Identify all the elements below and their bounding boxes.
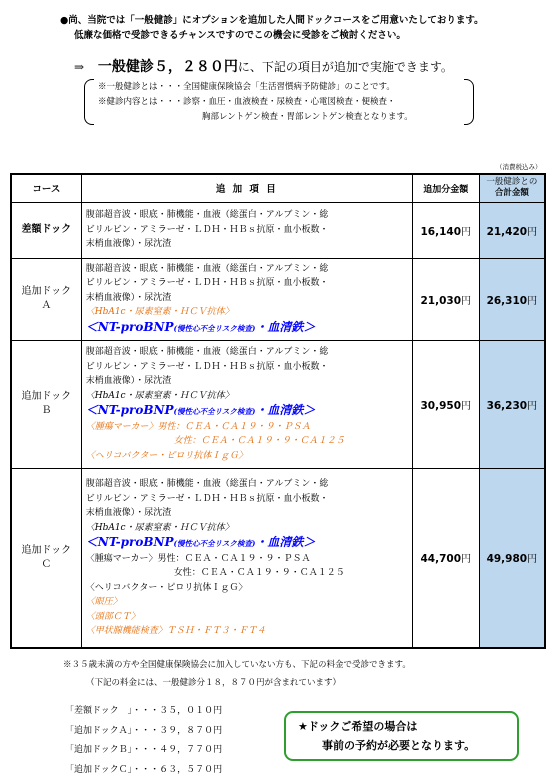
option-eye-pressure: 〈眼圧〉 bbox=[85, 597, 122, 607]
option-thyroid: 〈甲状腺機能検査〉ＴＳＨ・ＦＴ３・ＦＴ４ bbox=[85, 626, 266, 636]
option-pylori: 〈ヘリコバクター・ピロリ抗体ＩｇＧ〉 bbox=[85, 450, 248, 461]
table-row bbox=[11, 258, 545, 340]
footer-note-2: （下記の料金には、一般健診分１８，８７０円が含まれています） bbox=[86, 678, 342, 688]
option-tumor-male: 〈腫瘍マーカー〉男性：ＣＥＡ・ＣＡ１９・９・ＰＳＡ bbox=[85, 421, 311, 432]
option-ntprobnp: ＜NT-proBNP(慢性心不全リスク検査)・血清鉄＞ bbox=[85, 319, 316, 334]
course-name: 追加ドック Ｂ bbox=[11, 340, 81, 468]
option-tumor-female: 女性：ＣＥＡ・ＣＡ１９・９・ＣＡ１２５ bbox=[173, 436, 345, 446]
footer-note-1: ※３５歳未満の方や全国健康保険協会に加入していない方も、下記の料金で受診できます。 bbox=[63, 660, 411, 670]
note-line-1: ※一般健診とは・・・全国健康保険協会「生活習慣病予防健診」のことです。 bbox=[98, 82, 395, 92]
list-item: 「差額ドック 」・・・３５，０１０円 bbox=[65, 706, 223, 716]
option-pylori: 〈ヘリコバクター・ピロリ抗体ＩｇＧ〉 bbox=[85, 582, 248, 593]
header-total-amount bbox=[479, 174, 545, 202]
left-brace bbox=[84, 79, 94, 125]
header-total-sub: 一般健診との bbox=[486, 177, 538, 188]
option-tumor-male: 〈腫瘍マーカー〉男性：ＣＥＡ・ＣＡ１９・９・ＰＳＡ bbox=[85, 553, 311, 564]
option-tumor-female: 女性：ＣＥＡ・ＣＡ１９・９・ＣＡ１２５ bbox=[173, 568, 345, 578]
course-name: 追加ドック Ａ bbox=[11, 258, 81, 340]
header-add-amount: 追加分金額 bbox=[412, 174, 479, 202]
total-amount: 21,420円 bbox=[479, 202, 545, 258]
add-amount: 21,030円 bbox=[412, 258, 479, 340]
tax-included-note: （消費税込み） bbox=[496, 163, 542, 171]
course-price-table bbox=[10, 173, 546, 649]
intro-line-2: 低廉な価格で受診できるチャンスですのでこの機会に受診をご検討ください。 bbox=[74, 30, 406, 41]
note-line-2: ※健診内容とは・・・診察・血圧・血液検査・尿検査・心電図検査・便検査・ bbox=[98, 97, 396, 107]
callout-line-1: ★ドックご希望の場合は bbox=[298, 720, 418, 733]
option-hba1c: 〈HbA1c・尿素窒素・ＨＣＶ抗体〉 bbox=[85, 522, 234, 533]
intro-line-1: ●尚、当院では「一般健診」にオプションを追加した人間ドックコースをご用意いたしております。 bbox=[60, 15, 484, 26]
header-items: 追 加 項 目 bbox=[81, 174, 412, 202]
option-hba1c: 〈HbA1c・尿素窒素・ＨＣＶ抗体〉 bbox=[85, 390, 234, 401]
option-ntprobnp: ＜NT-proBNP(慢性心不全リスク検査)・血清鉄＞ bbox=[85, 403, 316, 417]
items-cell: 腹部超音波・眼底・肺機能・血液（総蛋白・アルブミン・総 ビリルビン・アミラーゼ・ＬＤＨ・ＨＢｓ抗原・血小板数・ 末梢血液像）・尿沈渣 〈HbA1c・尿素窒素・ＨＣＶ抗体〉 ＜NT-proBNP(慢性心不全リスク検査)・血清鉄＞ 〈腫瘍マーカー〉男性：ＣＥＡ・ＣＡ１９・９・ＰＳＡ 女性：ＣＥＡ・ＣＡ１９・９・ＣＡ１２５ 〈ヘリコバクター・ピロリ抗体ＩｇＧ〉 〈眼圧〉 〈頭部ＣＴ〉 〈甲状腺機能検査〉ＴＳＨ・ＦＴ３・ＦＴ４ bbox=[81, 468, 412, 648]
list-item: 「追加ドックＡ」・・・３９，８７０円 bbox=[65, 725, 223, 736]
add-amount: 44,700円 bbox=[412, 468, 479, 648]
table-row bbox=[11, 340, 545, 468]
add-amount: 16,140円 bbox=[412, 202, 479, 258]
items-cell: 腹部超音波・眼底・肺機能・血液（総蛋白・アルブミン・総 ビリルビン・アミラーゼ・ＬＤＨ・ＨＢｓ抗原・血小板数・ 末梢血液像）・尿沈渣 〈HbA1c・尿素窒素・ＨＣＶ抗体〉 ＜NT-proBNP(慢性心不全リスク検査)・血清鉄＞ 〈腫瘍マーカー〉男性：ＣＥＡ・ＣＡ１９・９・ＰＳＡ 女性：ＣＥＡ・ＣＡ１９・９・ＣＡ１２５ 〈ヘリコバクター・ピロリ抗体ＩｇＧ〉 bbox=[81, 340, 412, 468]
add-amount: 30,950円 bbox=[412, 340, 479, 468]
base-price-rest: に、下記の項目が追加で実施できます。 bbox=[237, 60, 453, 74]
option-hba1c: 〈HbA1c・尿素窒素・ＨＣＶ抗体〉 bbox=[85, 307, 234, 318]
total-amount: 36,230円 bbox=[479, 340, 545, 468]
items-cell: 腹部超音波・眼底・肺機能・血液（総蛋白・アルブミン・総 ビリルビン・アミラーゼ・ＬＤＨ・ＨＢｓ抗原・血小板数・ 末梢血液像）・尿沈渣 〈HbA1c・尿素窒素・ＨＣＶ抗体〉 ＜NT-proBNP(慢性心不全リスク検査)・血清鉄＞ bbox=[81, 258, 412, 340]
table-row bbox=[11, 468, 545, 648]
total-amount: 26,310円 bbox=[479, 258, 545, 340]
definition-notes bbox=[84, 79, 474, 127]
total-amount: 49,980円 bbox=[479, 468, 545, 648]
right-brace bbox=[464, 79, 474, 125]
list-item: 「追加ドックＢ」・・・４９，７７０円 bbox=[65, 745, 223, 755]
price-list bbox=[65, 702, 222, 776]
header-total-main: 合計金額 bbox=[494, 188, 529, 199]
note-line-3: 胸部レントゲン検査・胃部レントゲン検査となります。 bbox=[202, 112, 413, 122]
reservation-callout bbox=[284, 711, 519, 761]
arrow-right-icon: ⇒ bbox=[74, 60, 85, 74]
course-name: 差額ドック bbox=[11, 202, 81, 258]
base-price-line bbox=[74, 56, 453, 76]
course-name: 追加ドック Ｃ bbox=[11, 468, 81, 648]
base-price: 一般健診５，２８０円 bbox=[97, 59, 238, 75]
list-item: 「追加ドックＣ」・・・６３，５７０円 bbox=[65, 764, 223, 775]
header-course: コース bbox=[11, 174, 81, 202]
table-row bbox=[11, 202, 545, 258]
callout-line-2: 事前の予約が必要となります。 bbox=[322, 739, 476, 752]
table-header-row bbox=[11, 174, 545, 202]
intro-text bbox=[60, 13, 550, 43]
option-ntprobnp: ＜NT-proBNP(慢性心不全リスク検査)・血清鉄＞ bbox=[85, 535, 316, 549]
option-head-ct: 〈頭部ＣＴ〉 bbox=[85, 611, 140, 622]
items-cell: 腹部超音波・眼底・肺機能・血液（総蛋白・アルブミン・総 ビリルビン・アミラーゼ・ＬＤＨ・ＨＢｓ抗原・血小板数・ 末梢血液像）・尿沈渣 bbox=[81, 202, 412, 258]
